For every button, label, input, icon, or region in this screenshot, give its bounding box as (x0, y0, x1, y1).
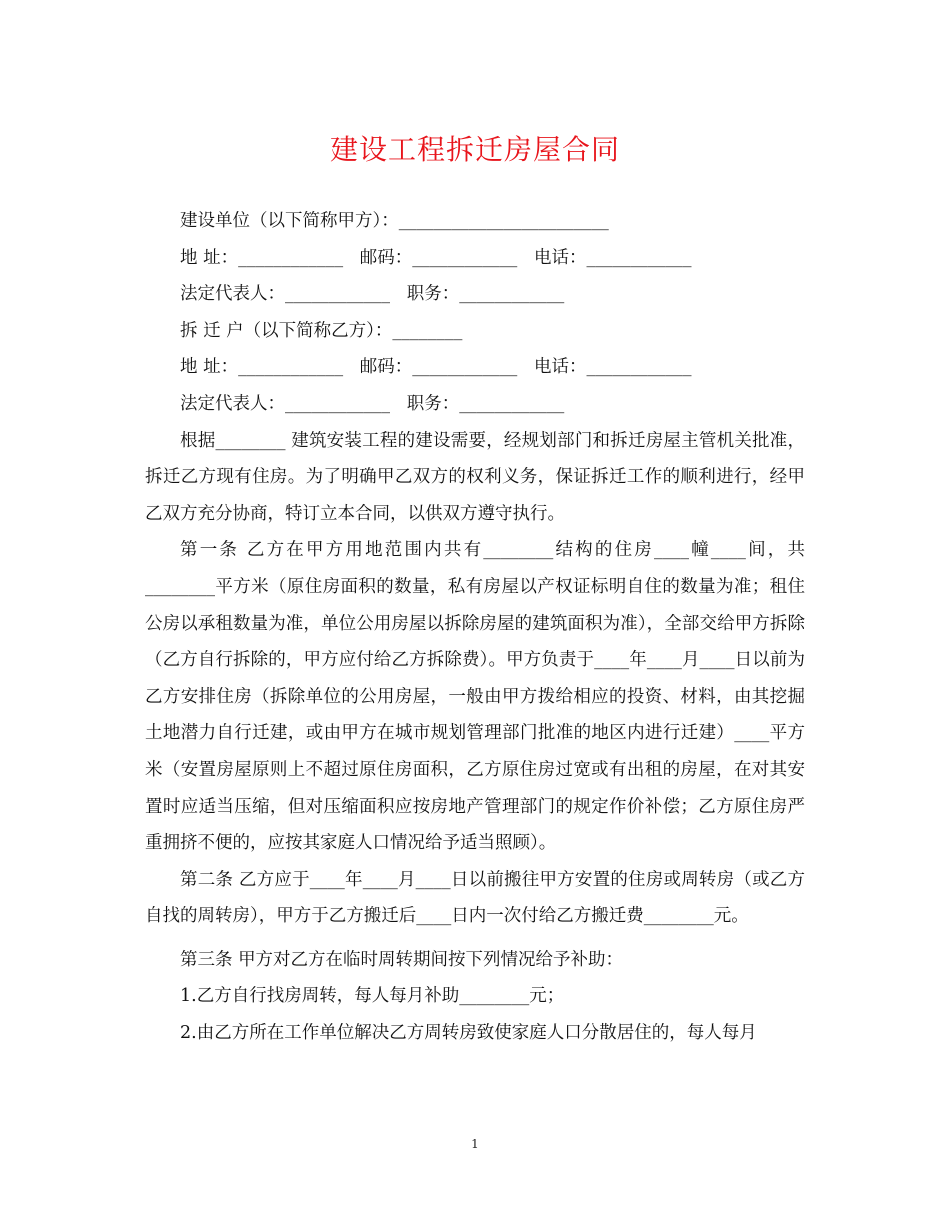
paragraph-gap (145, 935, 805, 942)
preamble-paragraph: 根据________ 建筑安装工程的建设需要，经规划部门和拆迁房屋主管机关批准，拆迁乙方现有住房。为了明确甲乙双方的权利义务，保证拆迁工作的顺利进行，经甲乙双方充分协商，特订立本合同，以供双方遵守执行。 (145, 430, 805, 524)
article-1-paragraph: 第一条 乙方在甲方用地范围内共有________结构的住房____幢____间，共________平方米（原住房面积的数量，私有房屋以产权证标明自住的数量为准；租住公房以承租数量为准，单位公用房屋以拆除房屋的建筑面积为准），全部交给甲方拆除（乙方自行拆除的，甲方应付给乙方拆除费）。甲方负责于____年____月____日以前为乙方安排住房（拆除单位的公用房屋，一般由甲方拨给相应的投资、材料，由其挖掘土地潜力自行迁建，或由甲方在城市规划管理部门批准的地区内进行迁建）____平方米（安置房屋原则上不超过原住房面积，乙方原住房过宽或有出租的房屋，在对其安置时应适当压缩，但对压缩面积应按房地产管理部门的规定作价补偿；乙方原住房严重拥挤不便的，应按其家庭人口情况给予适当照顾）。 (145, 540, 805, 854)
header-line-employer-representative: 法定代表人：____________ 职务：____________ (180, 284, 565, 305)
contract-title: 建设工程拆迁房屋合同 (329, 133, 620, 166)
contract-body (145, 203, 805, 1052)
article-2-paragraph: 第二条 乙方应于____年____月____日以前搬往甲方安置的住房或周转房（或乙方自找的周转房），甲方于乙方搬迁后____日内一次付给乙方搬迁费________元。 (145, 869, 805, 927)
article-3-paragraph: 第三条 甲方对乙方在临时周转期间按下列情况给予补助： (180, 949, 624, 970)
header-line-relocatee: 拆 迁 户（以下简称乙方）：________ (180, 320, 463, 341)
page-number: 1 (471, 1137, 479, 1151)
article-3-item-2: 2.由乙方所在工作单位解决乙方周转房致使家庭人口分散居住的，每人每月 (180, 1023, 757, 1044)
header-line-employer: 建设单位（以下简称甲方）：________________________ (180, 211, 609, 231)
article-3-item-1: 1.乙方自行找房周转，每人每月补助________元； (180, 986, 565, 1007)
header-line-employer-address: 地 址：____________ 邮码：____________ 电话：____________ (180, 247, 692, 268)
header-line-relocatee-address: 地 址：____________ 邮码：____________ 电话：____________ (180, 357, 692, 378)
header-line-relocatee-representative: 法定代表人：____________ 职务：____________ (180, 393, 565, 414)
